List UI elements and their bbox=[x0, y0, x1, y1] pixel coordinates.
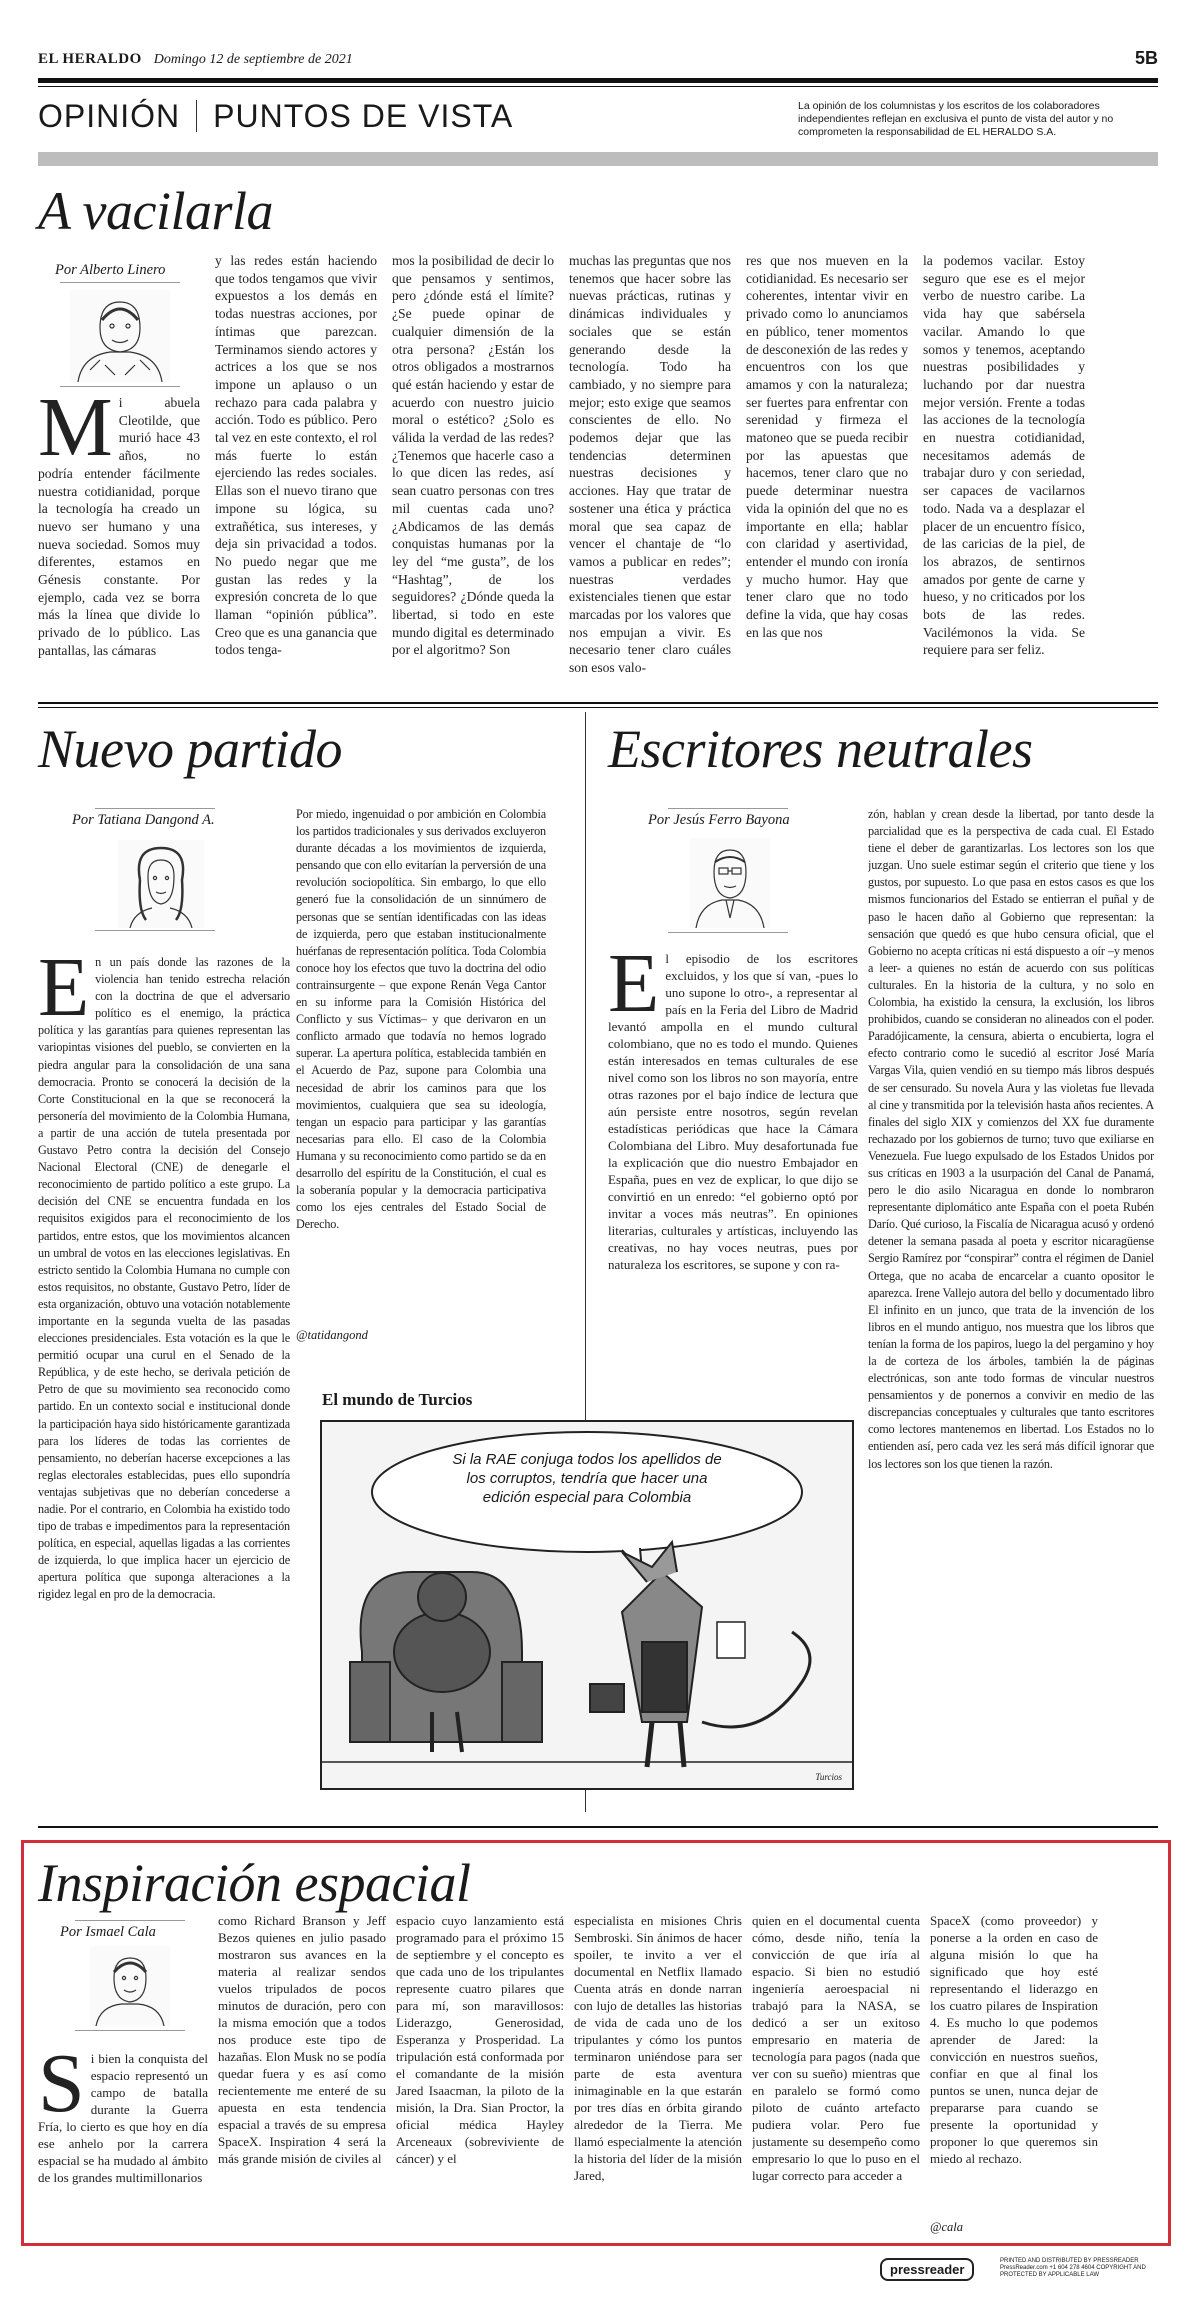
article-separator bbox=[38, 1826, 1158, 1828]
author-photo bbox=[118, 840, 204, 928]
article-byline: Por Tatiana Dangond A. bbox=[72, 812, 215, 828]
drop-cap: M bbox=[38, 394, 113, 474]
byline-rule-bottom bbox=[60, 386, 180, 387]
section-divider bbox=[196, 100, 197, 132]
article-headline: A vacilarla bbox=[38, 181, 273, 241]
byline-rule bbox=[75, 1920, 185, 1921]
column-text: n un país donde las razones de la violencia han tenido estrecha relación con la doctrina de que el adversario político es el enemigo, la práctica política y las garantías para quienes representan las variopintas visiones del pueblo, se convierten en la piedra angular para la consolidación de una sana democracia. Pronto se conocerá la decisión de la Corte Constitucional en la que se reconocerá la personería del movimiento de la Colombia Humana, a partir de una acción de tutela presentada por Gustavo Petro contra la decisión del Consejo Nacional Electoral (CNE) de denegarle el reconocimiento de partido político a este grupo. La decisión del CNE se encuentra fundada en los requisitos exigidos para el reconocimiento de los partidos, entre estos, que los movimientos alcancen un umbral de votos en las elecciones legislativas. En estricto sentido la Colombia Humana no cumple con estos requisitos, no obstante, Gustavo Petro, líder de esta organización, obtuvo una votación notablemente importante en la segunda vuelta de las pasadas elecciones presidenciales. Esta votación es la que le permitió ocupar una curul en el Senado de la República, y de este hecho, se derivala petición de Petro de que su movimiento sea reconocido como partido. En un contexto social e institucional donde la participación haya sido históricamente garantizada para los líderes de todas las corrientes de pensamiento, no deberían hacerse excepciones a las reglas electorales establecidas, pues ello supondría ventajas subjetivas que no deberían concederse a nadie. Por el contrario, en Colombia ha existido todo tipo de trabas e impedimentos para la representación política, en especial, aquellas ligadas a las corrientes de izquierda, lo que implica hacer un ejercicio de apertura política que suponga alteraciones a la rigidez legal en pro de la democracia. bbox=[38, 955, 290, 1602]
cartoon bbox=[320, 1420, 854, 1790]
author-handle: @tatidangond bbox=[296, 1328, 368, 1342]
masthead bbox=[38, 50, 1158, 72]
article-headline: Inspiración espacial bbox=[38, 1853, 471, 1913]
cartoon-title: El mundo de Turcios bbox=[322, 1390, 473, 1409]
drop-cap: E bbox=[38, 954, 90, 1034]
article-byline: Por Ismael Cala bbox=[60, 1924, 156, 1940]
article-column: muchas las preguntas que nos tenemos que hacer sobre las nuevas prácticas, rutinas y dinámicas individuales y sociales que se están generando desde la tecnología. Todo ha cambiado, y no siempre para mejor; esto exige que seamos conscientes de ello. No podemos dejar que las tendencias determinen nuestras decisiones y acciones. Hay que tratar de sostener una ética y práctica moral que sea capaz de vencer el chantaje de “lo vamos a publicar en redes”; nuestras verdades existenciales tienen que estar marcadas por los valores que nos empujan a vivir. Es necesario tener claro cuáles son esos valo- bbox=[569, 253, 731, 676]
article-column bbox=[608, 950, 858, 1354]
article-column: espacio cuyo lanzamiento está programado para el próximo 15 de septiembre y el concepto es que cada uno de los tripulantes represente cuatro pilares que para mí, son maravillosos: Liderazgo, Generosidad, Esperanza y Prosperidad. La tripulación está conformada por el comandante de la misión Jared Isaacman, la piloto de la misión, la Dra. Sian Proctor, la oficial médica Hayley Arceneaux (sobreviviente de cáncer) y el bbox=[396, 1913, 564, 2166]
author-photo bbox=[690, 838, 770, 928]
article-column bbox=[38, 954, 290, 1856]
article-column: y las redes están haciendo que todos tengamos que vivir expuestos a los demás en todas nuestras acciones, por íntimas que parezcan. Terminamos siendo actores y actrices a los que se nos impone un aplauso o un rechazo para cada palabra y acción. Todo es público. Pero tal vez en este contexto, el rol más fuerte lo están ejerciendo las redes sociales. Ellas son el nuevo tirano que impone su lógica, su extrañética, sus intereses, y deja sin privacidad a todos. No puedo negar que me gustan las redes y la expresión concreta de lo que llaman “opinión pública”. Creo que es una ganancia que todos tenga- bbox=[215, 253, 377, 658]
article-column bbox=[38, 394, 200, 690]
byline-rule bbox=[95, 808, 215, 809]
article-separator-thin bbox=[38, 707, 1158, 708]
author-handle: @cala bbox=[930, 2220, 964, 2234]
pressreader-fine-print: PRINTED AND DISTRIBUTED BY PRESSREADER PressReader.com +1 604 278 4604 COPYRIGHT AND PROTECTED BY APPLICABLE LAW bbox=[1000, 2258, 1146, 2278]
article-column: mos la posibilidad de decir lo que pensamos y sentimos, pero ¿dónde está el límite? ¿Se puede opinar de cualquier dimensión de la otra persona? ¿Están los otros obligados a mostrarnos qué están haciendo y estar de acuerdo con nuestro juicio moral o estético? ¿Solo es válida la verdad de las redes? ¿Tenemos que hacerle caso a lo que dicen las redes, así sean cuatro personas con tres mil cuentas cada uno? ¿Abdicamos de las demás conquistas humanas por la ley del “me gusta”, de los “Hashtag”, de los seguidores? ¿Dónde queda la libertad, si todo en este mundo digital es determinado por el algoritmo? Son bbox=[392, 253, 554, 658]
article-column: como Richard Branson y Jeff Bezos quienes en julio pasado mostraron sus avances en la materia al realizar sendos vuelos tripulados de pocos minutos de duración, pero con la misma emoción que a todos nos produce este tipo de hazañas. Elon Musk no se podía quedar fuera y es así como recientemente me enteré de su apuesta en esta tendencia espacial a través de su empresa SpaceX. Inspiration 4 será la más grande misión de civiles al bbox=[218, 1913, 386, 2166]
disclaimer: La opinión de los columnistas y los escritos de los colaboradores independientes reflejan en exclusiva el punto de vista del autor y no comprometen la responsabilidad de EL HERALDO S.A. bbox=[798, 100, 1114, 138]
newspaper-name: EL HERALDO bbox=[38, 51, 142, 67]
section-title: OPINIÓN bbox=[38, 98, 181, 134]
section-grey-bar bbox=[38, 152, 1158, 166]
article-column: Por miedo, ingenuidad o por ambición en Colombia los partidos tradicionales y sus derivados excluyeron durante décadas a los movimientos de izquierda, pensando que con ello evitarían la perversión de una revolución sociopolítica. Sin embargo, lo que ello generó fue la consolidación de un sinnúmero de personas que se sentían identificadas con las ideas de izquierda, pero que estaban institucionalmente huérfanas de representación política. Toda Colombia conoce hoy los efectos que tuvo la doctrina del odio contrainsurgente – que expone Renán Vega Cantor en su informe para la Comisión Histórica del Conflicto y sus Víctimas– y que derivaron en un conflicto armado que todavía no hemos logrado superar. La apertura política, establecida también en el Acuerdo de Paz, supone para Colombia una necesidad de abrir los caminos para que los movimientos, cualquiera que sea su ideología, tengan un espacio para participar y las garantías necesarias para ello. El caso de la Colombia Humana y su reconocimiento como partido se da en desarrollo del espíritu de la Constitución, el cual es la soberanía popular y la democracia participativa como los ejes centrales del Estado Social de Derecho. bbox=[296, 807, 546, 1232]
article-column: especialista en misiones Chris Sembroski. Sin ánimos de hacer spoiler, te invito a ver el documental en Netflix llamado Cuenta atrás en donde narran con lujo de detalles las historias de vida de cada uno de los tripulantes y cómo los puntos terminaron uniéndose para ser parte de esta aventura inimaginable en la que estarán por tres días en órbita girando alrededor de la Tierra. Me llamó especialmente la atención la historia del líder de la misión Jared, bbox=[574, 1913, 742, 2183]
drop-cap: S bbox=[38, 2050, 85, 2130]
article-column: quien en el documental cuenta cómo, desde niño, tenía la convicción de que iría al espacio. Si bien no estudió ingeniería aeroespacial ni trabajó para la NASA, se dedicó a ser un exitoso empresario en materia de tecnología para pagos (nada que ver con su sueño) mientras que en paralelo se formó como piloto de cuánto artefacto pudiera volar. Pero fue justamente su desempeño como empresario lo que lo puso en el lugar correcto para acceder a bbox=[752, 1913, 920, 2183]
column-text: l episodio de los escritores excluidos, y los que sí van, -pues lo uno supone lo otro-, a representar al país en la Feria del Libro de Madrid levantó ampolla en el mundo cultural colombiano, que no es todo el mundo. Quienes están interesados en temas culturales de ese nivel como son los libros no son mayoría, entre otras razones por el bajo índice de lectura que aún persiste entre nosotros, según revelan estadísticas periódicas que hace la Cámara Colombiana del Libro. Muy desafortunada fue la explicación que dio nuestro Embajador en España, pues en vez de explicar, lo que dijo se convirtió en un enredo: “el gobierno optó por invitar a voces más neutras”. En opiniones literarias, culturales y artísticas, incluyendo las creativas, no hay voces neutras, pues por naturaleza los escritores, se supone y con ra- bbox=[608, 951, 858, 1272]
article-column: res que nos mueven en la cotidianidad. Es necesario ser coherentes, intentar vivir en privado como lo anunciamos en público, tener momentos de desconexión de las redes y encuentros con los que amamos y con la naturaleza; ser fuertes para enfrentar con serenidad y firmeza el matoneo que se pueda recibir por las apuestas que hacemos, tener claro que no puede determinar nuestra vida la opinión del que no es importante en ella; hablar con claridad y asertividad, entender el mundo con ironía y mucho humor. Hay que tener claro que no todo define la vida, que hay cosas en las que nos bbox=[746, 253, 908, 640]
top-rule bbox=[38, 78, 1158, 83]
cartoonist-signature: Turcios bbox=[815, 1772, 842, 1782]
byline-rule bbox=[60, 282, 180, 283]
issue-date: Domingo 12 de septiembre de 2021 bbox=[153, 52, 353, 67]
article-byline: Por Jesús Ferro Bayona bbox=[648, 812, 790, 828]
section-subtitle: PUNTOS DE VISTA bbox=[213, 98, 514, 134]
author-photo bbox=[90, 1946, 170, 2026]
article-column: la podemos vacilar. Estoy seguro que ese es el mejor verbo de nuestro caribe. La vida hay que sabérsela vacilar. Amando lo que somos y tenemos, aceptando nuestras posibilidades y luchando por dar nuestra mejor versión. Frente a todas las acciones de la tecnología en nuestra cotidianidad, necesitamos además de trabajar duro y con seriedad, ser capaces de vacilarnos todo. Nada va a desplazar el placer de un encuentro físico, de las caricias de la piel, de los abrazos, de sentirnos amados por gente de carne y hueso, y no criticados por los bots de las redes. Vacilémonos la vida. Se requiere para ser feliz. bbox=[923, 253, 1085, 658]
article-column: zón, hablan y crean desde la libertad, por tanto desde la parcialidad que es la perspectiva de cada cual. El Estado tiene el deber de garantizarlas. Los lectores son los que juzgan. Uno suele estimar según el criterio que tiene y los gustos, por supuesto. Lo que pasa en estos casos es que los mismos funcionarios del Estado se entierran el puñal y de paso le hacen daño al Gobierno que representan: la sensación que quedó es que hubo censura oficial, que el Gobierno no acepta críticas ni está dispuesto a oír –y menos a leer- a quienes no están de acuerdo con sus políticas culturales. En la historia de la cultura, y no solo en Colombia, ha existido la censura, la exclusión, los libros prohibidos, cuando se consideran no alineados con el poder. Paradójicamente, la censura, abierta o encubierta, logra el efecto contrario como le sucedió al escritor José María Vargas Vila, quien vendió en su tiempo más libros después de ser censurado. Su novela Aura y las violetas fue llevada al cine y transmitida por la televisión hasta años recientes. A finales del siglo XIX y comienzos del XX fue duramente rechazado por los gobiernos de turno; tuvo que exiliarse en Venezuela. Fue luego expulsado de los Estados Unidos por sus críticas en 1903 a la usurpación del Canal de Panamá, pero le dio asilo Nicaragua en donde lo nombraron representante diplomático ante España con el poeta Rubén Darío. Qué curioso, la Fiscalía de Nicaragua acusó y ordenó detener la semana pasada al poeta y escritor nicaragüense Sergio Ramírez por “conspirar” contra el régimen de Daniel Ortega, que no acaba de encarcelar a cuanto opositor le aparezca. Irene Vallejo autora del bello y documentado libro El infinito en un junco, que trata de la invención de los libros en el mundo antiguo, nos muestra que los libros que tenían la forma de los papiros, luego la del pergamino y hoy la de corteza de los árboles, también la de páginas electrónicas, son ante todo formas de vincular nuestros pensamientos y de ponernos a convivir en medio de las discrepancias conceptuales y culturales que tanto escritores como lectores mantenemos en libertad. Los Estados no lo entienden así, pero cada vez les será más difícil ignorar que los lectores son los que tienen la razón. bbox=[868, 807, 1154, 1471]
article-headline: Nuevo partido bbox=[38, 719, 342, 779]
byline-rule-bottom bbox=[75, 2030, 185, 2031]
drop-cap: E bbox=[608, 950, 660, 1030]
column-text: i bien la conquista del espacio representó un campo de batalla durante la Guerra Fría, lo cierto es que hoy en día ese anhelo por la carrera espacial se ha mudado al ámbito de los grandes multimillonarios bbox=[38, 2051, 208, 2185]
page-number: 5B bbox=[1134, 48, 1158, 68]
column-text: i abuela Cleotilde, que murió hace 43 años, no podría entender fácilmente nuestra cotidianidad, porque la tecnología ha creado un nuevo ser humano y una nueva sociedad. Somos muy diferentes, estamos en Génesis constante. Por ejemplo, cada vez se borra más la línea que divide lo privado de lo público. Las pantallas, las cámaras bbox=[38, 395, 200, 658]
article-separator bbox=[38, 702, 1158, 704]
pressreader-logo: pressreader bbox=[880, 2258, 974, 2281]
article-column bbox=[38, 2050, 208, 2236]
section-header bbox=[38, 98, 513, 135]
byline-rule bbox=[668, 808, 788, 809]
author-photo bbox=[70, 290, 170, 382]
speech-bubble-text: Si la RAE conjuga todos los apellidos de los corruptos, tendría que hacer una edición especial para Colombia bbox=[452, 1451, 722, 1506]
article-headline: Escritores neutrales bbox=[608, 719, 1033, 779]
byline-rule-bottom bbox=[95, 930, 215, 931]
article-byline: Por Alberto Linero bbox=[55, 262, 166, 278]
top-rule-thin bbox=[38, 86, 1158, 87]
article-column: SpaceX (como proveedor) y ponerse a la orden en caso de alguna misión lo que ha significado que hoy esté representando el liderazgo en los cuatro pilares de Inspiration 4. Es mucho lo que podemos aprender de Jared: la convicción en nuestros sueños, confiar en que al final los puntos se unen, nunca dejar de prepararse para cuando se presente la oportunidad y proponer lo que queremos sin miedo al rechazo. bbox=[930, 1913, 1098, 2166]
byline-rule-bottom bbox=[668, 932, 788, 933]
